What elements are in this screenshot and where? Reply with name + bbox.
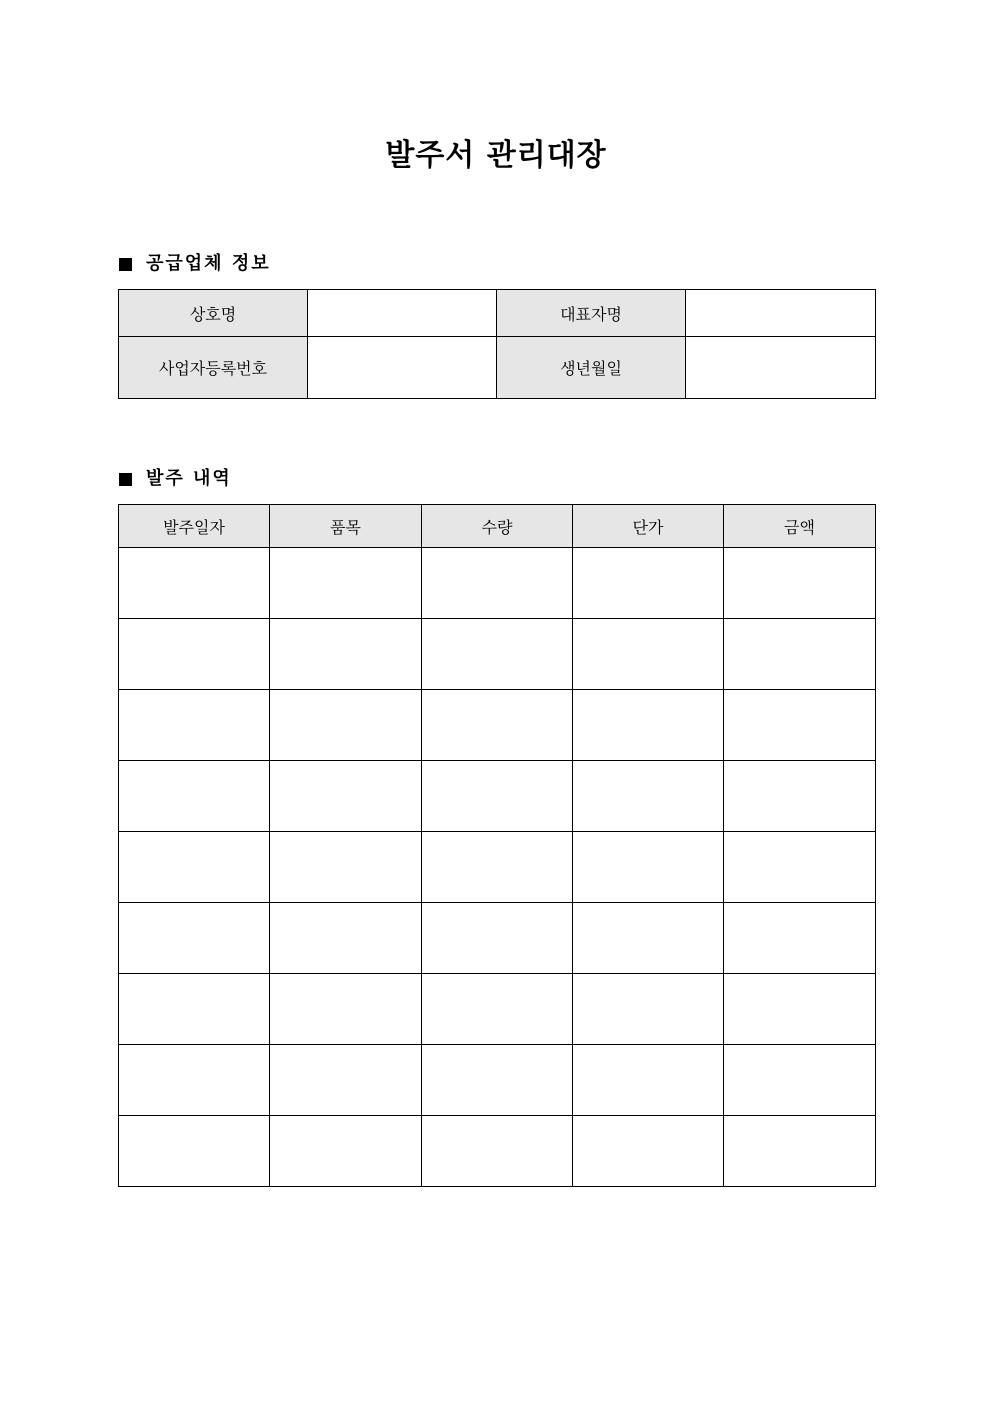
amount-cell[interactable]: [724, 690, 876, 761]
birth-date-field[interactable]: [686, 337, 876, 399]
order-date-cell[interactable]: [119, 1045, 270, 1116]
quantity-cell[interactable]: [422, 1045, 573, 1116]
item-cell[interactable]: [270, 1116, 422, 1187]
supplier-info-table: [118, 289, 876, 399]
order-date-cell[interactable]: [119, 903, 270, 974]
table-header-row: [119, 505, 876, 548]
supplier-row: [119, 337, 876, 399]
order-section-title: 발주 내역: [146, 468, 232, 489]
square-bullet-icon: [119, 258, 132, 271]
column-header-unit-price: 단가: [573, 505, 724, 548]
unit-price-cell[interactable]: [573, 548, 724, 619]
company-name-label: 상호명: [119, 290, 308, 337]
table-row: [119, 690, 876, 761]
quantity-cell[interactable]: [422, 690, 573, 761]
quantity-cell[interactable]: [422, 548, 573, 619]
quantity-cell[interactable]: [422, 974, 573, 1045]
order-date-cell[interactable]: [119, 974, 270, 1045]
order-date-cell[interactable]: [119, 690, 270, 761]
order-date-cell[interactable]: [119, 832, 270, 903]
unit-price-cell[interactable]: [573, 903, 724, 974]
column-header-quantity: 수량: [422, 505, 573, 548]
amount-cell[interactable]: [724, 548, 876, 619]
quantity-cell[interactable]: [422, 1116, 573, 1187]
amount-cell[interactable]: [724, 619, 876, 690]
unit-price-cell[interactable]: [573, 690, 724, 761]
table-row: [119, 761, 876, 832]
item-cell[interactable]: [270, 548, 422, 619]
item-cell[interactable]: [270, 974, 422, 1045]
amount-cell[interactable]: [724, 832, 876, 903]
company-name-field[interactable]: [308, 290, 497, 337]
supplier-section-title: 공급업체 정보: [146, 253, 271, 274]
column-header-item: 품목: [270, 505, 422, 548]
page-title: 발주서 관리대장: [385, 138, 607, 173]
representative-label: 대표자명: [497, 290, 686, 337]
table-row: [119, 1116, 876, 1187]
table-row: [119, 548, 876, 619]
unit-price-cell[interactable]: [573, 761, 724, 832]
supplier-section-heading: [119, 252, 271, 276]
amount-cell[interactable]: [724, 761, 876, 832]
business-number-label: 사업자등록번호: [119, 337, 308, 399]
unit-price-cell[interactable]: [573, 619, 724, 690]
representative-field[interactable]: [686, 290, 876, 337]
order-date-cell[interactable]: [119, 548, 270, 619]
quantity-cell[interactable]: [422, 761, 573, 832]
item-cell[interactable]: [270, 619, 422, 690]
table-row: [119, 903, 876, 974]
amount-cell[interactable]: [724, 974, 876, 1045]
amount-cell[interactable]: [724, 903, 876, 974]
column-header-order-date: 발주일자: [119, 505, 270, 548]
order-date-cell[interactable]: [119, 619, 270, 690]
unit-price-cell[interactable]: [573, 974, 724, 1045]
supplier-row: [119, 290, 876, 337]
amount-cell[interactable]: [724, 1116, 876, 1187]
birth-date-label: 생년월일: [497, 337, 686, 399]
item-cell[interactable]: [270, 761, 422, 832]
item-cell[interactable]: [270, 903, 422, 974]
square-bullet-icon: [119, 473, 132, 486]
order-date-cell[interactable]: [119, 1116, 270, 1187]
order-section-heading: [119, 467, 232, 491]
amount-cell[interactable]: [724, 1045, 876, 1116]
table-row: [119, 974, 876, 1045]
business-number-field[interactable]: [308, 337, 497, 399]
quantity-cell[interactable]: [422, 619, 573, 690]
item-cell[interactable]: [270, 690, 422, 761]
quantity-cell[interactable]: [422, 832, 573, 903]
column-header-amount: 금액: [724, 505, 876, 548]
order-history-table: [118, 504, 876, 1187]
item-cell[interactable]: [270, 832, 422, 903]
unit-price-cell[interactable]: [573, 1116, 724, 1187]
table-row: [119, 832, 876, 903]
order-date-cell[interactable]: [119, 761, 270, 832]
table-row: [119, 1045, 876, 1116]
quantity-cell[interactable]: [422, 903, 573, 974]
unit-price-cell[interactable]: [573, 832, 724, 903]
item-cell[interactable]: [270, 1045, 422, 1116]
table-row: [119, 619, 876, 690]
unit-price-cell[interactable]: [573, 1045, 724, 1116]
